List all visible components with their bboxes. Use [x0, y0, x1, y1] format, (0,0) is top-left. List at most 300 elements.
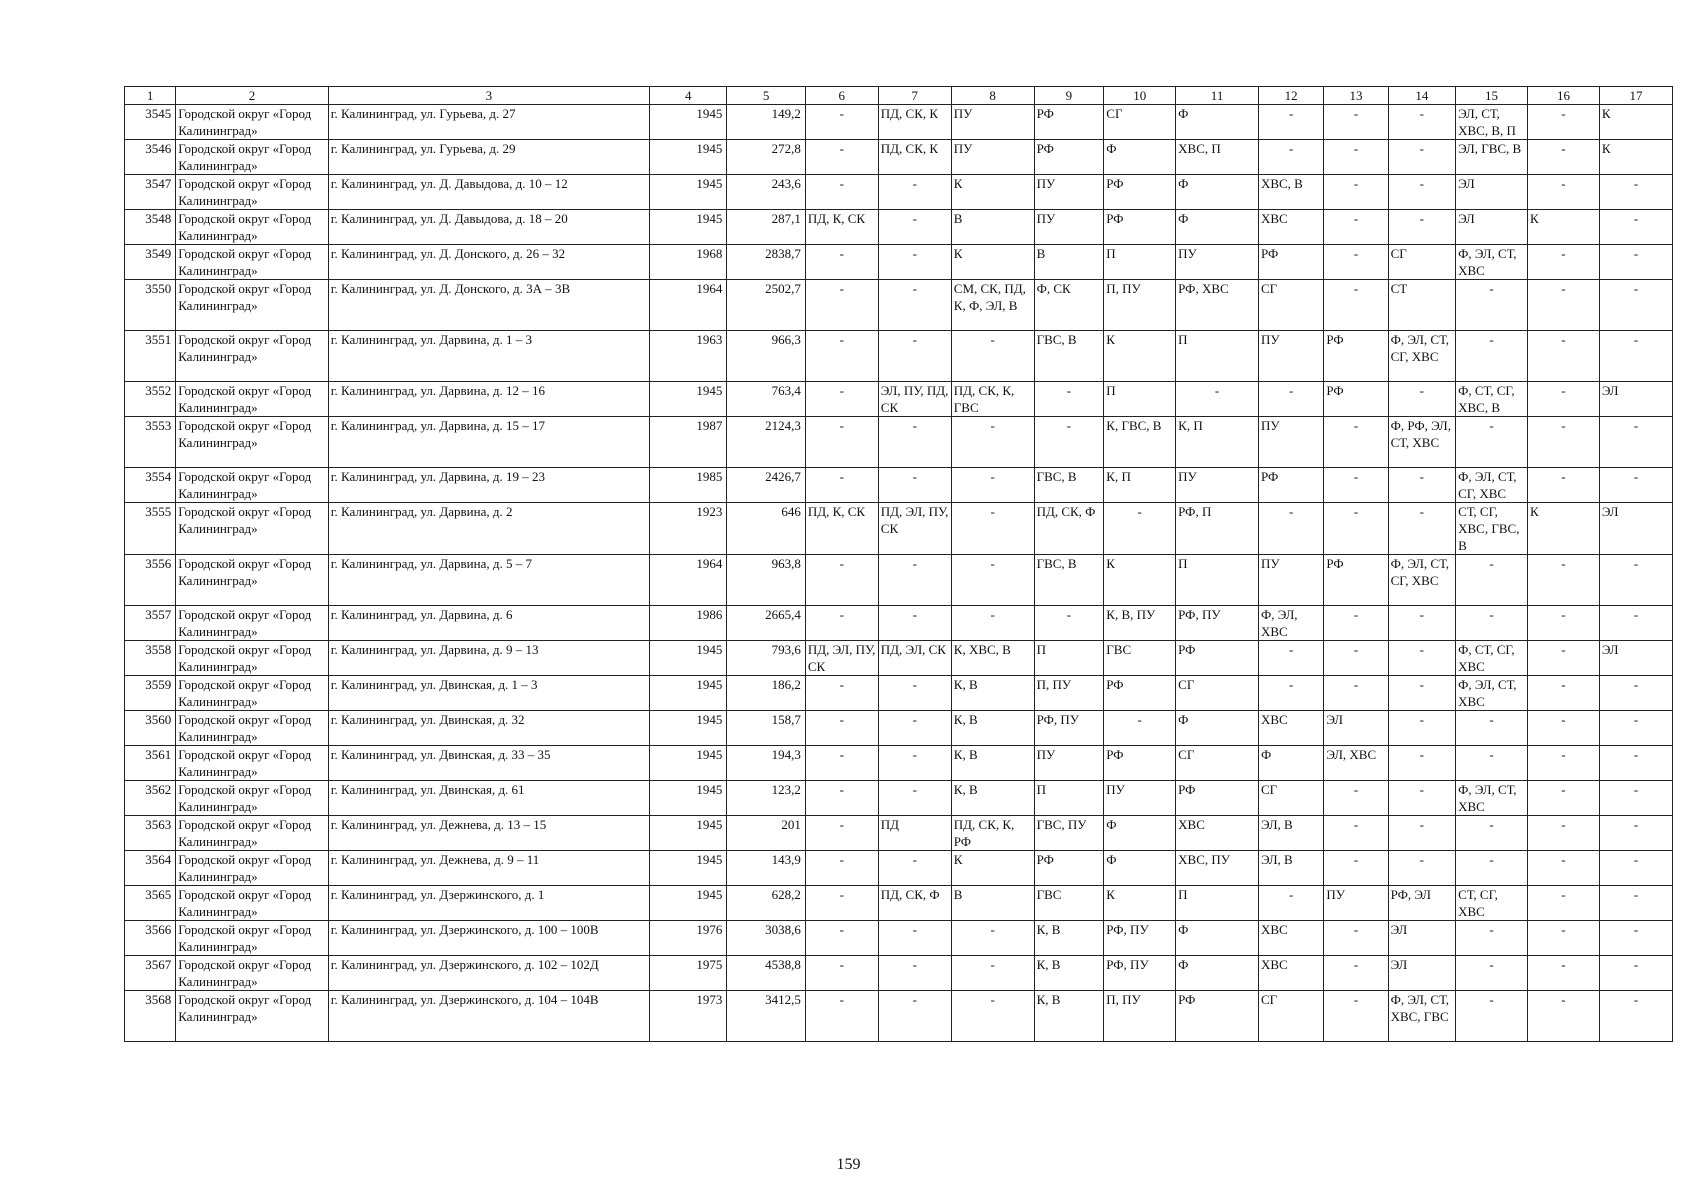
cell-col-15: Ф, ЭЛ, СТ, ХВС [1456, 781, 1528, 816]
cell-col-8: ПД, СК, К, ГВС [951, 382, 1034, 417]
cell-col-14: СГ [1388, 245, 1456, 280]
cell-col-14: - [1388, 676, 1456, 711]
cell-municipality: Городской округ «Город Калининград» [176, 746, 329, 781]
cell-area: 143,9 [727, 851, 805, 886]
cell-col-10: К, В, ПУ [1104, 606, 1176, 641]
cell-col-13: - [1324, 606, 1388, 641]
cell-col-7: - [878, 956, 951, 991]
table-row [125, 711, 1673, 746]
cell-col-13: - [1324, 676, 1388, 711]
cell-col-8: К, В [951, 676, 1034, 711]
cell-col-11: - [1176, 382, 1259, 417]
cell-col-9: - [1034, 417, 1104, 468]
cell-col-12: - [1258, 641, 1323, 676]
cell-year: 1945 [650, 746, 727, 781]
cell-municipality: Городской округ «Город Калининград» [176, 105, 329, 140]
cell-row-number: 3559 [125, 676, 176, 711]
cell-year: 1945 [650, 816, 727, 851]
cell-col-15: Ф, ЭЛ, СТ, ХВС [1456, 676, 1528, 711]
cell-year: 1985 [650, 468, 727, 503]
cell-col-13: ЭЛ [1324, 711, 1388, 746]
cell-col-12: - [1258, 105, 1323, 140]
cell-col-10: К [1104, 331, 1176, 382]
cell-col-12: - [1258, 503, 1323, 555]
cell-col-10: РФ [1104, 676, 1176, 711]
cell-col-15: ЭЛ, СТ, ХВС, В, П [1456, 105, 1528, 140]
cell-row-number: 3554 [125, 468, 176, 503]
cell-area: 186,2 [727, 676, 805, 711]
cell-area: 243,6 [727, 175, 805, 210]
table-row [125, 641, 1673, 676]
cell-col-16: - [1528, 382, 1600, 417]
cell-address: г. Калининград, ул. Дарвина, д. 1 – 3 [328, 331, 649, 382]
cell-col-8: К, ХВС, В [951, 641, 1034, 676]
cell-col-9: РФ [1034, 105, 1104, 140]
cell-municipality: Городской округ «Город Калининград» [176, 140, 329, 175]
table-row [125, 280, 1673, 331]
column-header-14: 14 [1388, 87, 1456, 105]
cell-col-6: - [805, 468, 878, 503]
cell-address: г. Калининград, ул. Дарвина, д. 15 – 17 [328, 417, 649, 468]
cell-year: 1975 [650, 956, 727, 991]
cell-area: 123,2 [727, 781, 805, 816]
column-header-1: 1 [125, 87, 176, 105]
cell-col-6: - [805, 991, 878, 1042]
cell-col-7: - [878, 245, 951, 280]
cell-col-15: Ф, СТ, СГ, ХВС [1456, 641, 1528, 676]
cell-col-17: - [1599, 851, 1672, 886]
cell-col-11: ПУ [1176, 468, 1259, 503]
cell-col-9: РФ, ПУ [1034, 711, 1104, 746]
cell-col-14: - [1388, 851, 1456, 886]
cell-col-6: ПД, К, СК [805, 210, 878, 245]
table-row [125, 781, 1673, 816]
cell-col-12: ПУ [1258, 417, 1323, 468]
cell-col-8: - [951, 331, 1034, 382]
cell-col-9: ГВС, В [1034, 555, 1104, 606]
cell-col-15: - [1456, 280, 1528, 331]
cell-col-6: ПД, К, СК [805, 503, 878, 555]
cell-col-14: - [1388, 816, 1456, 851]
cell-col-16: - [1528, 921, 1600, 956]
cell-year: 1945 [650, 886, 727, 921]
cell-col-11: ПУ [1176, 245, 1259, 280]
cell-col-10: РФ, ПУ [1104, 921, 1176, 956]
cell-col-7: ЭЛ, ПУ, ПД, СК [878, 382, 951, 417]
cell-col-11: Ф [1176, 921, 1259, 956]
cell-col-9: П, ПУ [1034, 676, 1104, 711]
cell-municipality: Городской округ «Город Калининград» [176, 711, 329, 746]
table-row [125, 468, 1673, 503]
cell-area: 201 [727, 816, 805, 851]
cell-col-12: СГ [1258, 781, 1323, 816]
cell-col-10: К, ГВС, В [1104, 417, 1176, 468]
cell-municipality: Городской округ «Город Калининград» [176, 417, 329, 468]
cell-area: 158,7 [727, 711, 805, 746]
cell-col-9: ПУ [1034, 210, 1104, 245]
cell-col-12: - [1258, 886, 1323, 921]
cell-col-17: - [1599, 175, 1672, 210]
cell-area: 2426,7 [727, 468, 805, 503]
cell-col-12: Ф [1258, 746, 1323, 781]
cell-address: г. Калининград, ул. Дарвина, д. 12 – 16 [328, 382, 649, 417]
cell-area: 3412,5 [727, 991, 805, 1042]
table-row [125, 245, 1673, 280]
cell-col-11: П [1176, 555, 1259, 606]
cell-area: 194,3 [727, 746, 805, 781]
cell-col-15: - [1456, 816, 1528, 851]
column-header-3: 3 [328, 87, 649, 105]
cell-col-6: - [805, 711, 878, 746]
cell-col-13: - [1324, 105, 1388, 140]
cell-col-9: ГВС, В [1034, 468, 1104, 503]
column-header-17: 17 [1599, 87, 1672, 105]
cell-municipality: Городской округ «Город Калининград» [176, 921, 329, 956]
page-number: 159 [836, 1156, 861, 1173]
cell-col-13: - [1324, 140, 1388, 175]
cell-col-12: Ф, ЭЛ, ХВС [1258, 606, 1323, 641]
table-row [125, 175, 1673, 210]
column-header-4: 4 [650, 87, 727, 105]
cell-col-11: П [1176, 886, 1259, 921]
cell-col-10: ПУ [1104, 781, 1176, 816]
cell-col-14: - [1388, 711, 1456, 746]
cell-col-17: - [1599, 245, 1672, 280]
table-row [125, 503, 1673, 555]
cell-col-13: - [1324, 816, 1388, 851]
cell-col-14: СТ [1388, 280, 1456, 331]
cell-col-7: ПД, ЭЛ, СК [878, 641, 951, 676]
cell-col-11: СГ [1176, 746, 1259, 781]
cell-col-8: В [951, 210, 1034, 245]
cell-col-9: ГВС, ПУ [1034, 816, 1104, 851]
cell-col-10: - [1104, 711, 1176, 746]
cell-col-7: - [878, 851, 951, 886]
cell-col-10: РФ [1104, 210, 1176, 245]
cell-row-number: 3560 [125, 711, 176, 746]
cell-year: 1945 [650, 851, 727, 886]
cell-col-16: - [1528, 417, 1600, 468]
cell-col-11: К, П [1176, 417, 1259, 468]
cell-row-number: 3552 [125, 382, 176, 417]
cell-address: г. Калининград, ул. Двинская, д. 33 – 35 [328, 746, 649, 781]
cell-col-12: ХВС [1258, 711, 1323, 746]
cell-col-11: РФ [1176, 991, 1259, 1042]
cell-col-13: РФ [1324, 382, 1388, 417]
table-row [125, 105, 1673, 140]
cell-col-10: П [1104, 382, 1176, 417]
cell-col-8: - [951, 606, 1034, 641]
cell-col-15: - [1456, 746, 1528, 781]
cell-col-6: - [805, 606, 878, 641]
cell-col-8: ПД, СК, К, РФ [951, 816, 1034, 851]
table-row [125, 331, 1673, 382]
cell-col-14: Ф, ЭЛ, СТ, ХВС, ГВС [1388, 991, 1456, 1042]
cell-area: 793,6 [727, 641, 805, 676]
cell-col-10: К, П [1104, 468, 1176, 503]
cell-col-16: - [1528, 676, 1600, 711]
cell-col-14: Ф, РФ, ЭЛ, СТ, ХВС [1388, 417, 1456, 468]
cell-col-10: РФ, ПУ [1104, 956, 1176, 991]
cell-col-13: - [1324, 851, 1388, 886]
cell-col-11: РФ, П [1176, 503, 1259, 555]
cell-col-7: - [878, 676, 951, 711]
cell-col-13: - [1324, 280, 1388, 331]
cell-col-8: - [951, 417, 1034, 468]
cell-col-11: РФ, ХВС [1176, 280, 1259, 331]
cell-col-10: СГ [1104, 105, 1176, 140]
cell-col-6: - [805, 886, 878, 921]
table-row [125, 417, 1673, 468]
cell-col-7: ПД, СК, К [878, 105, 951, 140]
cell-col-7: - [878, 555, 951, 606]
cell-col-17: - [1599, 417, 1672, 468]
cell-col-14: ЭЛ [1388, 956, 1456, 991]
cell-address: г. Калининград, ул. Двинская, д. 32 [328, 711, 649, 746]
cell-col-6: - [805, 105, 878, 140]
cell-col-17: - [1599, 468, 1672, 503]
cell-municipality: Городской округ «Город Калининград» [176, 280, 329, 331]
cell-municipality: Городской округ «Город Калининград» [176, 468, 329, 503]
cell-col-7: - [878, 280, 951, 331]
cell-year: 1923 [650, 503, 727, 555]
cell-address: г. Калининград, ул. Двинская, д. 1 – 3 [328, 676, 649, 711]
cell-col-6: - [805, 175, 878, 210]
cell-col-8: В [951, 886, 1034, 921]
table-row [125, 210, 1673, 245]
cell-row-number: 3568 [125, 991, 176, 1042]
cell-col-9: ГВС, В [1034, 331, 1104, 382]
cell-col-7: ПД, СК, К [878, 140, 951, 175]
cell-col-15: ЭЛ, ГВС, В [1456, 140, 1528, 175]
cell-row-number: 3548 [125, 210, 176, 245]
cell-col-11: Ф [1176, 175, 1259, 210]
cell-address: г. Калининград, ул. Д. Донского, д. 3А – 3В [328, 280, 649, 331]
cell-col-16: - [1528, 886, 1600, 921]
cell-col-15: Ф, ЭЛ, СТ, ХВС [1456, 245, 1528, 280]
table-row [125, 606, 1673, 641]
cell-address: г. Калининград, ул. Д. Донского, д. 26 – 32 [328, 245, 649, 280]
cell-col-10: П, ПУ [1104, 991, 1176, 1042]
cell-col-11: Ф [1176, 956, 1259, 991]
cell-col-17: - [1599, 991, 1672, 1042]
cell-row-number: 3566 [125, 921, 176, 956]
cell-col-12: СГ [1258, 991, 1323, 1042]
cell-col-15: Ф, ЭЛ, СТ, СГ, ХВС [1456, 468, 1528, 503]
cell-area: 646 [727, 503, 805, 555]
cell-col-7: ПД, СК, Ф [878, 886, 951, 921]
cell-municipality: Городской округ «Город Калининград» [176, 851, 329, 886]
cell-municipality: Городской округ «Город Калининград» [176, 175, 329, 210]
cell-area: 963,8 [727, 555, 805, 606]
column-header-15: 15 [1456, 87, 1528, 105]
cell-col-10: К [1104, 886, 1176, 921]
cell-col-8: ПУ [951, 105, 1034, 140]
cell-col-7: - [878, 175, 951, 210]
cell-col-13: ПУ [1324, 886, 1388, 921]
column-header-16: 16 [1528, 87, 1600, 105]
table-row [125, 886, 1673, 921]
column-header-10: 10 [1104, 87, 1176, 105]
cell-row-number: 3563 [125, 816, 176, 851]
cell-area: 966,3 [727, 331, 805, 382]
cell-col-9: К, В [1034, 956, 1104, 991]
cell-col-17: - [1599, 676, 1672, 711]
cell-col-9: ПД, СК, Ф [1034, 503, 1104, 555]
cell-col-9: - [1034, 382, 1104, 417]
cell-col-14: - [1388, 746, 1456, 781]
cell-year: 1945 [650, 210, 727, 245]
cell-year: 1945 [650, 641, 727, 676]
cell-year: 1987 [650, 417, 727, 468]
cell-col-6: - [805, 746, 878, 781]
cell-col-10: Ф [1104, 816, 1176, 851]
cell-col-8: ПУ [951, 140, 1034, 175]
cell-col-10: П [1104, 245, 1176, 280]
cell-address: г. Калининград, ул. Двинская, д. 61 [328, 781, 649, 816]
cell-address: г. Калининград, ул. Дарвина, д. 19 – 23 [328, 468, 649, 503]
cell-area: 149,2 [727, 105, 805, 140]
cell-row-number: 3567 [125, 956, 176, 991]
cell-col-15: ЭЛ [1456, 210, 1528, 245]
cell-col-14: - [1388, 140, 1456, 175]
table-row [125, 991, 1673, 1042]
cell-col-9: К, В [1034, 991, 1104, 1042]
cell-col-16: - [1528, 175, 1600, 210]
cell-row-number: 3556 [125, 555, 176, 606]
cell-col-15: - [1456, 331, 1528, 382]
cell-col-8: К [951, 245, 1034, 280]
cell-col-12: СГ [1258, 280, 1323, 331]
cell-year: 1976 [650, 921, 727, 956]
cell-col-8: - [951, 956, 1034, 991]
cell-area: 3038,6 [727, 921, 805, 956]
registry-table-container [124, 86, 1673, 1042]
cell-municipality: Городской округ «Город Калининград» [176, 606, 329, 641]
cell-address: г. Калининград, ул. Дзержинского, д. 102 – 102Д [328, 956, 649, 991]
cell-col-16: - [1528, 711, 1600, 746]
cell-col-12: - [1258, 382, 1323, 417]
cell-col-6: - [805, 417, 878, 468]
cell-col-13: ЭЛ, ХВС [1324, 746, 1388, 781]
cell-col-12: ЭЛ, В [1258, 816, 1323, 851]
cell-col-16: - [1528, 140, 1600, 175]
cell-year: 1945 [650, 140, 727, 175]
table-row [125, 921, 1673, 956]
cell-municipality: Городской округ «Город Калининград» [176, 382, 329, 417]
cell-municipality: Городской округ «Город Калининград» [176, 816, 329, 851]
cell-row-number: 3551 [125, 331, 176, 382]
cell-col-15: СТ, СГ, ХВС, ГВС, В [1456, 503, 1528, 555]
cell-row-number: 3547 [125, 175, 176, 210]
cell-col-16: - [1528, 331, 1600, 382]
cell-col-12: РФ [1258, 468, 1323, 503]
cell-col-14: - [1388, 105, 1456, 140]
cell-row-number: 3565 [125, 886, 176, 921]
cell-area: 2502,7 [727, 280, 805, 331]
cell-row-number: 3558 [125, 641, 176, 676]
cell-col-15: - [1456, 606, 1528, 641]
cell-col-14: - [1388, 210, 1456, 245]
cell-col-6: - [805, 140, 878, 175]
cell-col-12: - [1258, 676, 1323, 711]
cell-col-9: П [1034, 781, 1104, 816]
cell-year: 1968 [650, 245, 727, 280]
cell-area: 272,8 [727, 140, 805, 175]
cell-col-7: - [878, 468, 951, 503]
cell-col-16: - [1528, 781, 1600, 816]
cell-municipality: Городской округ «Город Калининград» [176, 555, 329, 606]
cell-col-11: РФ, ПУ [1176, 606, 1259, 641]
cell-col-9: ПУ [1034, 175, 1104, 210]
table-row [125, 555, 1673, 606]
cell-col-15: - [1456, 851, 1528, 886]
cell-row-number: 3546 [125, 140, 176, 175]
cell-year: 1945 [650, 105, 727, 140]
cell-col-7: ПД [878, 816, 951, 851]
cell-col-6: - [805, 245, 878, 280]
cell-col-15: - [1456, 555, 1528, 606]
cell-col-7: - [878, 921, 951, 956]
cell-col-13: - [1324, 781, 1388, 816]
cell-col-15: - [1456, 921, 1528, 956]
cell-col-17: - [1599, 331, 1672, 382]
cell-col-10: П, ПУ [1104, 280, 1176, 331]
cell-col-14: - [1388, 781, 1456, 816]
cell-col-7: - [878, 331, 951, 382]
table-row [125, 746, 1673, 781]
cell-col-17: ЭЛ [1599, 382, 1672, 417]
cell-col-17: - [1599, 816, 1672, 851]
cell-col-14: - [1388, 606, 1456, 641]
cell-col-7: ПД, ЭЛ, ПУ, СК [878, 503, 951, 555]
cell-col-12: ХВС [1258, 921, 1323, 956]
cell-address: г. Калининград, ул. Дарвина, д. 6 [328, 606, 649, 641]
cell-area: 4538,8 [727, 956, 805, 991]
cell-year: 1945 [650, 382, 727, 417]
cell-col-9: ГВС [1034, 886, 1104, 921]
cell-col-15: СТ, СГ, ХВС [1456, 886, 1528, 921]
table-row [125, 816, 1673, 851]
cell-col-11: Ф [1176, 105, 1259, 140]
cell-col-16: - [1528, 555, 1600, 606]
cell-municipality: Городской округ «Город Калининград» [176, 641, 329, 676]
column-header-13: 13 [1324, 87, 1388, 105]
table-row [125, 382, 1673, 417]
cell-year: 1945 [650, 676, 727, 711]
cell-col-12: ПУ [1258, 555, 1323, 606]
cell-col-8: - [951, 555, 1034, 606]
cell-col-9: РФ [1034, 140, 1104, 175]
cell-col-11: Ф [1176, 210, 1259, 245]
cell-col-8: - [951, 503, 1034, 555]
cell-municipality: Городской округ «Город Калининград» [176, 503, 329, 555]
cell-year: 1964 [650, 555, 727, 606]
cell-col-13: - [1324, 245, 1388, 280]
cell-col-6: - [805, 921, 878, 956]
cell-col-13: - [1324, 991, 1388, 1042]
cell-col-12: ЭЛ, В [1258, 851, 1323, 886]
cell-col-12: ХВС [1258, 210, 1323, 245]
cell-col-11: П [1176, 331, 1259, 382]
cell-col-15: - [1456, 991, 1528, 1042]
cell-col-6: - [805, 956, 878, 991]
cell-col-11: Ф [1176, 711, 1259, 746]
cell-col-6: - [805, 280, 878, 331]
cell-col-9: ПУ [1034, 746, 1104, 781]
cell-col-16: - [1528, 991, 1600, 1042]
cell-col-15: ЭЛ [1456, 175, 1528, 210]
